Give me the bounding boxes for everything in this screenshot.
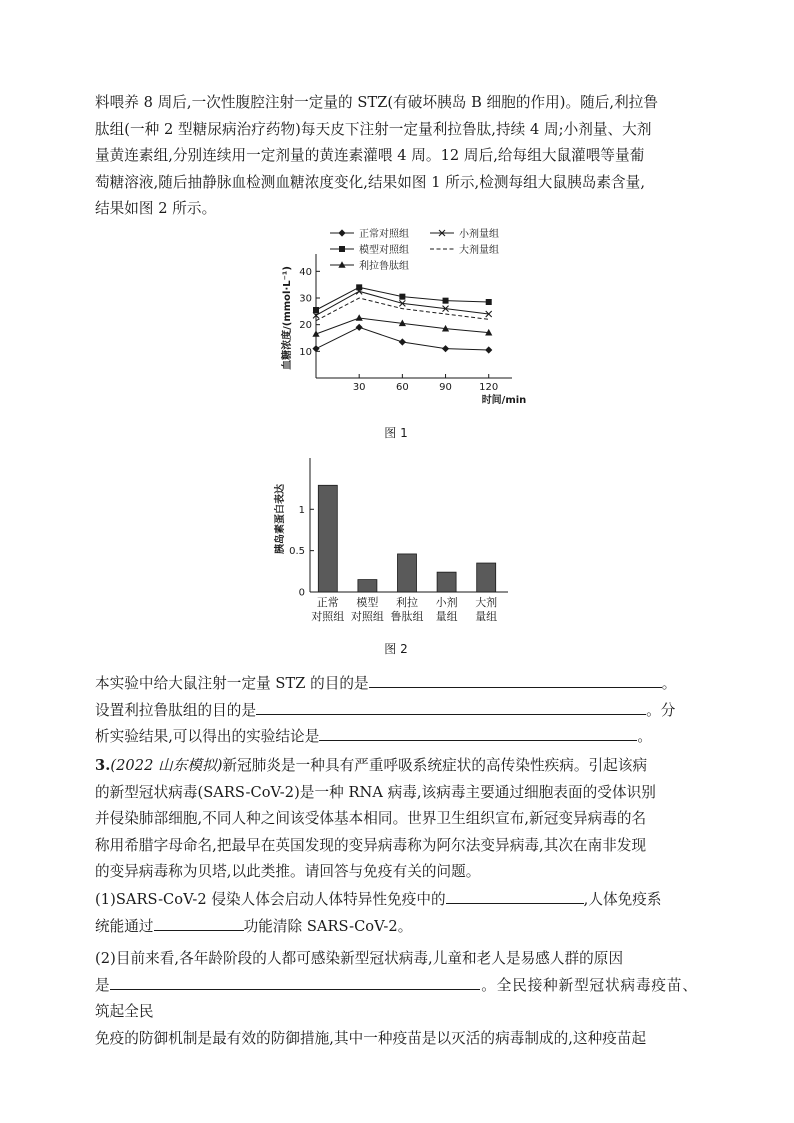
q3-line: 的变异病毒称为贝塔,以此类推。请回答与免疫有关的问题。 bbox=[95, 863, 481, 880]
data-point bbox=[399, 338, 406, 345]
category-label: 利拉 bbox=[396, 596, 418, 609]
data-point bbox=[485, 346, 492, 353]
legend-label: 正常对照组 bbox=[359, 229, 409, 240]
legend-label: 模型对照组 bbox=[359, 245, 409, 256]
answer-blank[interactable] bbox=[369, 672, 662, 688]
figure2-caption: 图 2 bbox=[384, 642, 408, 656]
y-tick-label: 0 bbox=[298, 587, 305, 599]
legend-label: 利拉鲁肽组 bbox=[359, 261, 409, 272]
category-label: 鲁肽组 bbox=[390, 610, 424, 623]
answer-blank[interactable] bbox=[110, 974, 480, 990]
category-label: 量组 bbox=[435, 610, 458, 623]
y-tick-label: 1 bbox=[298, 504, 305, 516]
intro-line: 料喂养 8 周后,一次性腹腔注射一定量的 STZ(有破坏胰岛 B 细胞的作用)。随后,利拉鲁 bbox=[95, 94, 659, 111]
data-point bbox=[443, 298, 449, 304]
y-tick-label: 0.5 bbox=[289, 546, 305, 558]
category-label: 大剂 bbox=[475, 596, 498, 609]
q3-sub2: (2)目前来看,各年龄阶段的人都可感染新型冠状病毒,儿童和老人是易感人群的原因 是 。全民接种新型冠状病毒疫苗、筑起全民 免疫的防御机制是最有效的防御措施,其中一种疫苗是以灭活的病毒制成的,这种疫苗起 bbox=[95, 950, 697, 1047]
data-point bbox=[313, 307, 319, 313]
category-label: 正常 bbox=[316, 596, 339, 609]
y-tick-label: 40 bbox=[299, 266, 312, 278]
intro-line: 量黄连素组,分别连续用一定剂量的黄连素灌喂 4 周。12 周后,给每组大鼠灌喂等量葡 bbox=[95, 147, 645, 164]
data-point bbox=[356, 324, 363, 331]
q3-sub1: (1)SARS-CoV-2 侵染人体会启动人体特异性免疫中的 ,人体免疫系 统能通过 功能清除 SARS-CoV-2。 bbox=[95, 887, 697, 940]
question-line-liraglutide: 设置利拉鲁肽组的目的是 。分 bbox=[95, 698, 697, 725]
question-line-conclusion: 析实验结果,可以得出的实验结论是 。 bbox=[95, 724, 697, 751]
x-tick-label: 120 bbox=[479, 382, 499, 393]
y-tick-label: 20 bbox=[299, 320, 312, 332]
data-point bbox=[442, 345, 449, 352]
data-point bbox=[399, 294, 405, 300]
q3-line: 并侵染肺部细胞,不同人种之间该受体基本相同。世界卫生组织宣布,新冠变异病毒的名 bbox=[95, 810, 647, 827]
data-point bbox=[356, 314, 363, 321]
figure2-bar-chart bbox=[268, 452, 518, 632]
y-axis-label: 胰岛素蛋白表达 bbox=[275, 484, 286, 554]
q3-source: (2022 山东模拟) bbox=[110, 757, 223, 774]
legend-marker bbox=[338, 229, 345, 236]
x-tick-label: 60 bbox=[395, 382, 409, 393]
legend-label: 大剂量组 bbox=[459, 245, 499, 256]
x-tick-label: 30 bbox=[352, 382, 366, 393]
intro-line: 萄糖溶液,随后抽静脉血检测血糖浓度变化,结果如图 1 所示,检测每组大鼠胰岛素含量, bbox=[95, 173, 646, 191]
bar bbox=[358, 580, 377, 592]
answer-blank[interactable] bbox=[154, 915, 244, 931]
category-label: 小剂 bbox=[435, 596, 458, 609]
category-label: 量组 bbox=[475, 610, 498, 623]
question-line-stz: 本实验中给大鼠注射一定量 STZ 的目的是 。 bbox=[95, 671, 697, 698]
q3-line: 的新型冠状病毒(SARS-CoV-2)是一种 RNA 病毒,该病毒主要通过细胞表面的受体识别 bbox=[95, 783, 656, 801]
y-tick-label: 30 bbox=[299, 293, 312, 305]
category-label: 对照组 bbox=[311, 610, 345, 623]
questions-block bbox=[95, 671, 697, 751]
bar bbox=[318, 485, 337, 592]
q3-number: 3. bbox=[95, 757, 111, 774]
q3-first-line: 3.(2022 山东模拟)新冠肺炎是一种具有严重呼吸系统症状的高传染性疾病。引起该病 bbox=[95, 757, 648, 774]
x-axis-label: 时间/min bbox=[481, 395, 527, 406]
category-label: 模型 bbox=[356, 596, 379, 609]
legend-marker bbox=[339, 246, 345, 252]
answer-blank[interactable] bbox=[319, 725, 637, 741]
bar bbox=[398, 554, 417, 592]
answer-blank[interactable] bbox=[256, 699, 646, 715]
legend-label: 小剂量组 bbox=[459, 229, 499, 240]
y-tick-label: 10 bbox=[299, 346, 312, 358]
intro-line: 肽组(一种 2 型糖尿病治疗药物)每天皮下注射一定量利拉鲁肽,持续 4 周;小剂量、大剂 bbox=[95, 120, 652, 138]
figure1-caption: 图 1 bbox=[384, 426, 408, 440]
answer-blank[interactable] bbox=[446, 888, 584, 904]
x-tick-label: 90 bbox=[439, 382, 452, 393]
q3-line: 称用希腊字母命名,把最早在英国发现的变异病毒称为阿尔法变异病毒,其次在南非发现 bbox=[95, 836, 647, 854]
data-point bbox=[486, 299, 492, 305]
intro-line: 结果如图 2 所示。 bbox=[95, 200, 217, 217]
figure1-line-chart bbox=[270, 222, 530, 412]
intro-paragraph bbox=[95, 90, 697, 223]
y-axis-label: 血糖浓度/(mmol·L⁻¹) bbox=[282, 266, 293, 370]
bar bbox=[437, 572, 456, 592]
category-label: 对照组 bbox=[350, 610, 384, 623]
question-3 bbox=[95, 753, 697, 886]
bar bbox=[477, 563, 496, 592]
